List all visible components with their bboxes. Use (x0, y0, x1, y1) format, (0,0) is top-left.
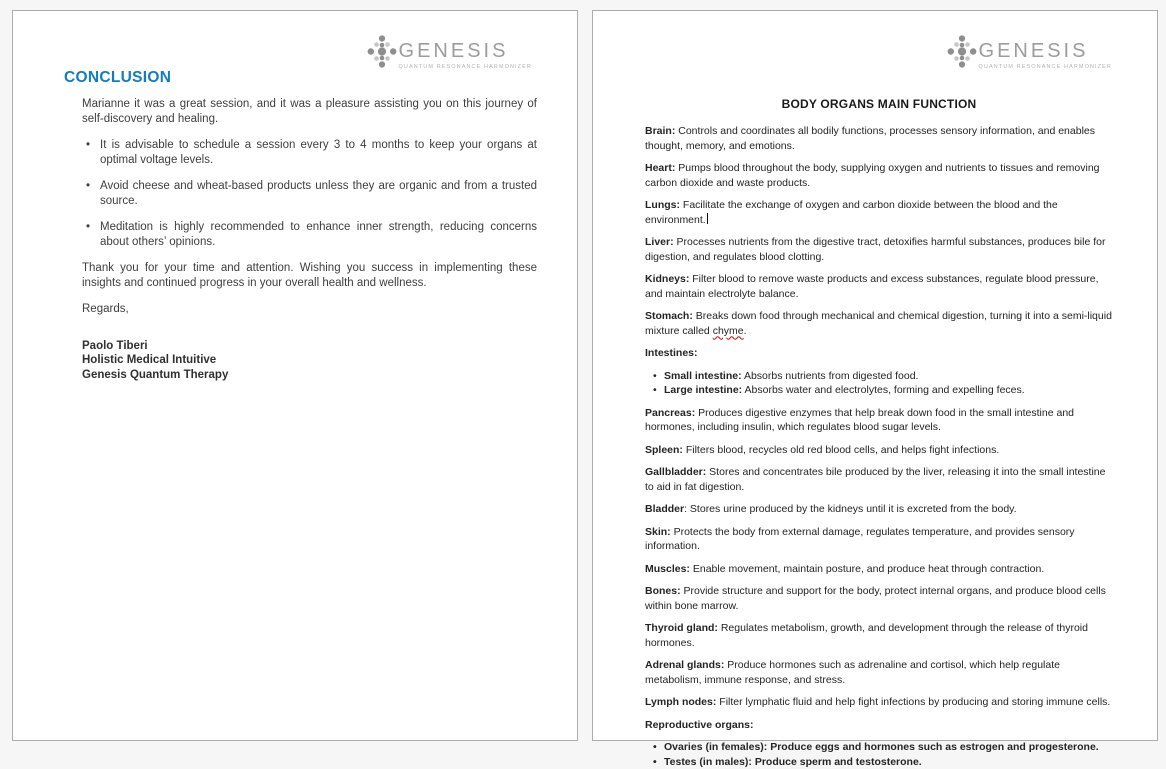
logo-tagline: QUANTUM RESONANCE HARMONIZER (979, 64, 1112, 70)
organ-text: Pumps blood throughout the body, supplying oxygen and nutrients to tissues and removing carbon dioxide and waste products. (645, 162, 1100, 189)
organ-label: Brain: (645, 125, 675, 137)
organ-text: Protects the body from external damage, regulates temperature, and provides sensory information. (645, 526, 1075, 553)
organ-text: Stores and concentrates bile produced by the liver, releasing it into the small intestine to aid in fat digestion. (645, 466, 1106, 493)
organ-entry[interactable] (645, 272, 1113, 301)
organ-text: Processes nutrients from the digestive tract, detoxifies harmful substances, produces bile for digestion, and regulates blood clotting. (645, 236, 1105, 263)
organ-text: Produce sperm and testosterone. (752, 756, 922, 768)
organ-text: Filters blood, recycles old red blood cells, and helps fight infections. (683, 444, 999, 456)
text-cursor (707, 213, 708, 224)
organ-entry[interactable] (645, 525, 1113, 554)
right-page-content (593, 11, 1157, 769)
recommendation-list (82, 138, 537, 249)
organ-entry[interactable] (645, 658, 1113, 687)
organ-text: : Stores urine produced by the kidneys until it is excreted from the body. (684, 503, 1016, 515)
organ-entry[interactable] (645, 406, 1113, 435)
organ-entry[interactable] (645, 621, 1113, 650)
intro-paragraph[interactable]: Marianne it was a great session, and it was a pleasure assisting you on this journey of self-discovery and healing. (82, 97, 537, 126)
signature-name: Paolo Tiberi (82, 339, 537, 354)
organ-text: Absorbs water and electrolytes, forming and expelling feces. (742, 384, 1025, 396)
organ-text: Provide structure and support for the body, protect internal organs, and produce blood cells within bone marrow. (645, 585, 1106, 612)
organ-entry[interactable] (645, 562, 1113, 577)
organ-text: Filter blood to remove waste products and excess substances, regulate blood pressure, and maintain electrolyte balance. (645, 273, 1098, 300)
list-item[interactable] (645, 740, 1113, 755)
organ-label: Pancreas: (645, 407, 695, 419)
organ-entry[interactable] (645, 198, 1113, 227)
organ-text: Regulates metabolism, growth, and development through the release of thyroid hormones. (645, 622, 1088, 649)
genesis-logo-icon (367, 33, 397, 70)
organ-label: Lymph nodes: (645, 696, 716, 708)
organ-entry[interactable] (645, 346, 1113, 361)
organ-text: . (744, 325, 747, 337)
organ-entry[interactable] (645, 465, 1113, 494)
organ-entry[interactable] (645, 124, 1113, 153)
organ-label: Gallbladder: (645, 466, 706, 478)
organ-label: Thyroid gland: (645, 622, 718, 634)
page-left[interactable] (12, 10, 578, 741)
organ-label: Reproductive organs: (645, 719, 754, 731)
organ-text: Breaks down food through mechanical and chemical digestion, turning it into a semi-liquid mixture called (645, 310, 1112, 337)
organ-text: Produce hormones such as adrenaline and cortisol, which help regulate metabolism, immune response, and stress. (645, 659, 1060, 686)
list-item[interactable] (645, 755, 1113, 769)
signature-block[interactable] (82, 339, 537, 383)
intestines-list (645, 369, 1113, 398)
organ-text: Produce eggs and hormones such as estrogen and progesterone. (767, 741, 1098, 753)
organ-label: Stomach: (645, 310, 693, 322)
organ-label: Intestines: (645, 347, 698, 359)
organ-label: Bladder (645, 503, 684, 515)
logo-wordmark: GENESIS (979, 41, 1112, 61)
organ-text: Absorbs nutrients from digested food. (742, 370, 919, 382)
organ-entry[interactable] (645, 443, 1113, 458)
genesis-logo[interactable] (947, 33, 1112, 70)
list-item[interactable]: • Avoid cheese and wheat-based products unless they are organic and from a trusted source. (82, 179, 537, 208)
logo-text (399, 33, 532, 70)
organ-entry[interactable] (645, 161, 1113, 190)
list-item[interactable]: • Meditation is highly recommended to enhance inner strength, reducing concerns about others’ opinions. (82, 220, 537, 249)
organ-entry[interactable] (645, 309, 1113, 338)
organ-text: Enable movement, maintain posture, and produce heat through contraction. (690, 563, 1044, 575)
page-title[interactable]: BODY ORGANS MAIN FUNCTION (645, 97, 1113, 111)
list-item[interactable]: • It is advisable to schedule a session every 3 to 4 months to keep your organs at optimal voltage levels. (82, 138, 537, 167)
organ-label: Bones: (645, 585, 681, 597)
organ-text: Controls and coordinates all bodily functions, processes sensory information, and enables thought, memory, and emotions. (645, 125, 1095, 152)
genesis-logo[interactable] (367, 33, 532, 70)
organ-entry[interactable] (645, 235, 1113, 264)
conclusion-heading[interactable]: CONCLUSION (64, 69, 537, 87)
organ-text: Facilitate the exchange of oxygen and carbon dioxide between the blood and the environment. (645, 199, 1058, 226)
organ-text: Filter lymphatic fluid and help fight infections by producing and storing immune cells. (716, 696, 1110, 708)
organ-label: Ovaries (in females): (664, 741, 767, 753)
organ-label: Spleen: (645, 444, 683, 456)
organ-entry[interactable] (645, 502, 1113, 517)
organ-label: Small intestine: (664, 370, 742, 382)
organ-label: Adrenal glands: (645, 659, 724, 671)
logo-text (979, 33, 1112, 70)
organ-label: Testes (in males): (664, 756, 752, 768)
logo-tagline: QUANTUM RESONANCE HARMONIZER (399, 64, 532, 70)
list-item[interactable] (645, 369, 1113, 384)
organ-label: Liver: (645, 236, 674, 248)
closing-paragraph[interactable]: Thank you for your time and attention. Wishing you success in implementing these insights and continued progress in your overall health and wellness. (82, 261, 537, 290)
reproductive-list (645, 740, 1113, 769)
organ-entry[interactable] (645, 584, 1113, 613)
signature-title: Holistic Medical Intuitive (82, 353, 537, 368)
genesis-logo-icon (947, 33, 977, 70)
signature-company: Genesis Quantum Therapy (82, 368, 537, 383)
organ-entry[interactable] (645, 695, 1113, 710)
organ-text: Produces digestive enzymes that help break down food in the small intestine and hormones, including insulin, which regulates blood sugar levels. (645, 407, 1074, 434)
organ-entry[interactable] (645, 718, 1113, 733)
list-item[interactable] (645, 383, 1113, 398)
organ-label: Lungs: (645, 199, 680, 211)
logo-wordmark: GENESIS (399, 41, 532, 61)
organ-label: Muscles: (645, 563, 690, 575)
organ-label: Kidneys: (645, 273, 689, 285)
organ-label: Heart: (645, 162, 675, 174)
organ-label: Large intestine: (664, 384, 742, 396)
page-right[interactable] (592, 10, 1158, 741)
organ-label: Skin: (645, 526, 671, 538)
regards-line[interactable]: Regards, (82, 302, 537, 317)
misspelled-word: chyme (713, 325, 744, 337)
